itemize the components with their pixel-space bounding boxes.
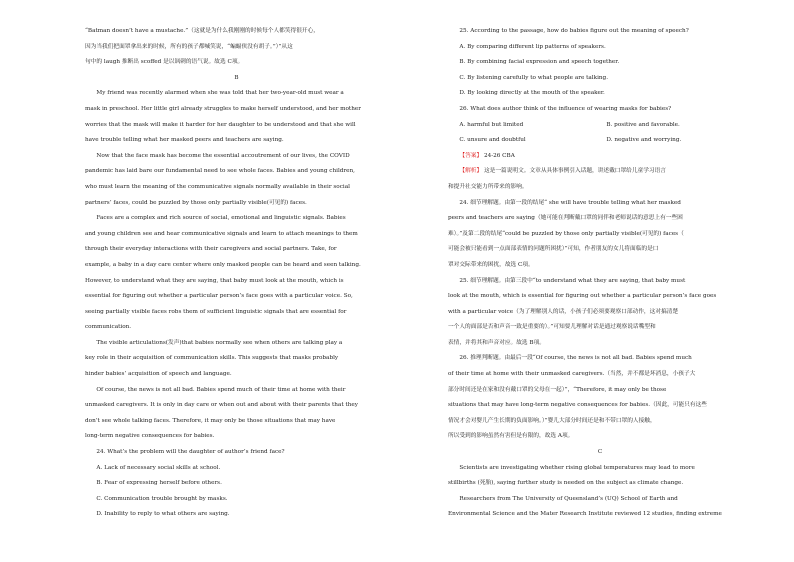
option-24-a: A. Lack of necessary social skills at school. <box>96 464 221 471</box>
passage-c-line: Scientists are investigating whether rising global temperatures may lead to more <box>459 464 695 471</box>
para-line: long-term negative consequences for babies. <box>85 433 215 440</box>
para-line: partners’ faces, could be puzzled by those only partially visible(可见的) faces. <box>85 199 307 206</box>
explanation-26-line: 情况才会对婴儿产生长期的负面影响。）”婴儿大部分时间还是和不带口罩的人接触， <box>448 417 656 424</box>
explanation-26-line: situations that may have long-term negative consequences for babies.（因此，可能只有这些 <box>448 402 707 409</box>
answer-value: 24-26 CBA <box>483 152 515 159</box>
option-26-b: B. positive and favorable. <box>606 121 680 128</box>
para-line: Of course, the news is not all bad. Babies spend much of their time at home with their <box>96 386 346 393</box>
explanation-24-line: 难）。”及第二段的结尾“could be puzzled by those only partially visible(可见的) faces（ <box>448 230 684 237</box>
explanation-25-line: 表情，并将其和声音对应。故选 B项。 <box>448 339 545 346</box>
explanation-26-line: 所以受到的影响虽然有害但是有限的，故选 A项。 <box>448 433 574 440</box>
para-line: communication. <box>85 324 132 331</box>
option-26-d: D. negative and worrying. <box>606 137 682 144</box>
option-row-26-cd <box>448 133 752 149</box>
option-25-a: A. By comparing different lip patterns of speakers. <box>459 43 606 50</box>
option-24-b: B. Fear of expressing herself before others. <box>96 480 222 487</box>
option-24-c: C. Communication trouble brought by masks. <box>96 495 228 502</box>
para-line: seeing partially visible faces robs them of sufficient linguistic signals that are essential for <box>85 308 347 315</box>
para-line: through their everyday interactions with their caregivers and social partners. Take, for <box>85 246 337 253</box>
explanation-24-line: 罩对交际带来的困扰，故选 C项。 <box>448 261 534 268</box>
para-line: worries that the mask will make it harder for her daughter to be understood and that she will <box>85 121 356 128</box>
explanation-24-line: peers and teachers are saying（她可能在判断戴口罩的同伴和老师说话的意思上有一些困 <box>448 215 683 222</box>
explanation-25-line: 25. 细节理解题。由第三段中“to understand what they are saying, that baby must <box>459 277 686 284</box>
option-26-c: C. unsure and doubtful <box>459 137 526 144</box>
option-row-26-ab <box>448 118 752 134</box>
passage-c-line: stillbirths (死胎), saying further study is needed on the subject as climate change. <box>448 480 684 487</box>
passage-c-line: Environmental Science and the Mater Research Institute reviewed 12 studies, finding extreme <box>448 511 722 518</box>
question-24: 24. What’s the problem will the daughter of author’s friend face? <box>96 449 285 456</box>
analysis-label: 【解析】 <box>459 168 483 175</box>
para-line: have trouble telling what her masked peers and teachers are saying. <box>85 137 284 144</box>
para-line: However, to understand what they are saying, that baby must look at the mouth, which is <box>85 277 344 284</box>
explanation-25-line: with a particular voice（为了理解别人的话，小孩子们必须要观察口部动作，这对搞清楚 <box>448 308 679 315</box>
section-heading-c: C <box>597 449 603 456</box>
section-heading-b: B <box>234 74 239 81</box>
explanation-26-line: 26. 推理判断题。由最后一段“Of course, the news is not all bad. Babies spend much <box>459 355 692 362</box>
explanation-24-line: 可能会被只能看到一点面部表情的问题所困扰）”可知，作者朋友的女儿将面临的是口 <box>448 246 659 253</box>
passage-c-line: Researchers from The University of Queensland’s (UQ) School of Earth and <box>459 495 678 502</box>
para-line: My friend was recently alarmed when she was told that her two-year-old must wear a <box>96 90 344 97</box>
option-25-d: D. By looking directly at the mouth of the speaker. <box>459 90 605 97</box>
option-26-a: A. harmful but limited <box>459 121 524 128</box>
para-line: unmasked caregivers. It is only in day care or when out and about with their parents that they <box>85 402 358 409</box>
right-column <box>448 24 752 523</box>
analysis-line <box>448 164 752 180</box>
question-26: 26. What does author think of the influence of wearing masks for babies? <box>459 105 672 112</box>
intro-line: 因为当我们把面罩拿出来的时候，所有的孩子都喊笑说，“蝙蝠侠没有胡子。”）”从这 <box>85 43 293 50</box>
answer-label: 【答案】 <box>459 152 483 159</box>
left-column <box>85 24 388 523</box>
analysis-text: 和提升社交能力所带来的影响。 <box>448 183 528 190</box>
option-25-c: C. By listening carefully to what people are talking. <box>459 74 608 81</box>
para-line: don’t see whole talking faces. Therefore, it may only be those situations that may have <box>85 417 336 424</box>
para-line: Faces are a complex and rich source of social, emotional and linguistic signals. Babies <box>96 215 346 222</box>
para-line: pandemic has laid bare our fundamental need to see whole faces. Babies and young children, <box>85 168 355 175</box>
option-25-b: B. By combining facial expression and speech together. <box>459 59 620 66</box>
para-line: The visible articulations(发声)that babies normally see when others are talking play a <box>96 339 343 346</box>
para-line: essential for figuring out whether a particular person’s face goes with a particular voice. So, <box>85 293 353 300</box>
analysis-text: 这是一篇说明文。文章从具体事例引入话题，讲述戴口罩给儿童学习语言 <box>483 168 666 175</box>
question-25: 25. According to the passage, how do babies figure out the meaning of speech? <box>459 28 689 34</box>
para-line: Now that the face mask has become the essential accoutrement of our lives, the COVID <box>96 152 350 159</box>
explanation-26-line: of their time at home with their unmasked caregivers.（当然，并不都是坏消息，小孩子大 <box>448 371 696 378</box>
intro-line: “Batman doesn’t have a mustache.”（这就是为什么我刚刚的时候每个人都笑得很开心， <box>85 28 319 34</box>
explanation-24-line: 24. 细节理解题。由第一段的结尾“ she will have trouble telling what her masked <box>459 199 681 206</box>
intro-line: 句中的 laugh 推断出 scoffed 是以讽刺的语气说。故选 C项。 <box>85 59 244 66</box>
answer-line <box>448 149 752 165</box>
para-line: and young children see and hear communicative signals and learn to attach meanings to them <box>85 230 358 237</box>
para-line: mask in preschool. Her little girl already struggles to make herself understood, and her mother <box>85 105 361 112</box>
option-24-d: D. Inability to reply to what others are saying. <box>96 511 230 518</box>
para-line: hinder babies’ acquisition of speech and language. <box>85 371 232 378</box>
explanation-26-line: 部分时间还是在家和没有戴口罩的父母在一起）”，“Therefore, it may only be those <box>448 386 667 393</box>
para-line: who must learn the meaning of the communicative signals normally available in their social <box>85 183 350 190</box>
para-line: key role in their acquisition of communication skills. This suggests that masks probably <box>85 355 339 362</box>
explanation-25-line: 一个人的面部是否和声音一致是重要的）。”可知要儿理解对话是通过观察说话嘴型和 <box>448 324 656 331</box>
explanation-25-line: look at the mouth, which is essential for figuring out whether a particular person’s face goes <box>448 293 717 300</box>
para-line: example, a baby in a day care center where only masked people can be heard and seen talking. <box>85 261 361 268</box>
